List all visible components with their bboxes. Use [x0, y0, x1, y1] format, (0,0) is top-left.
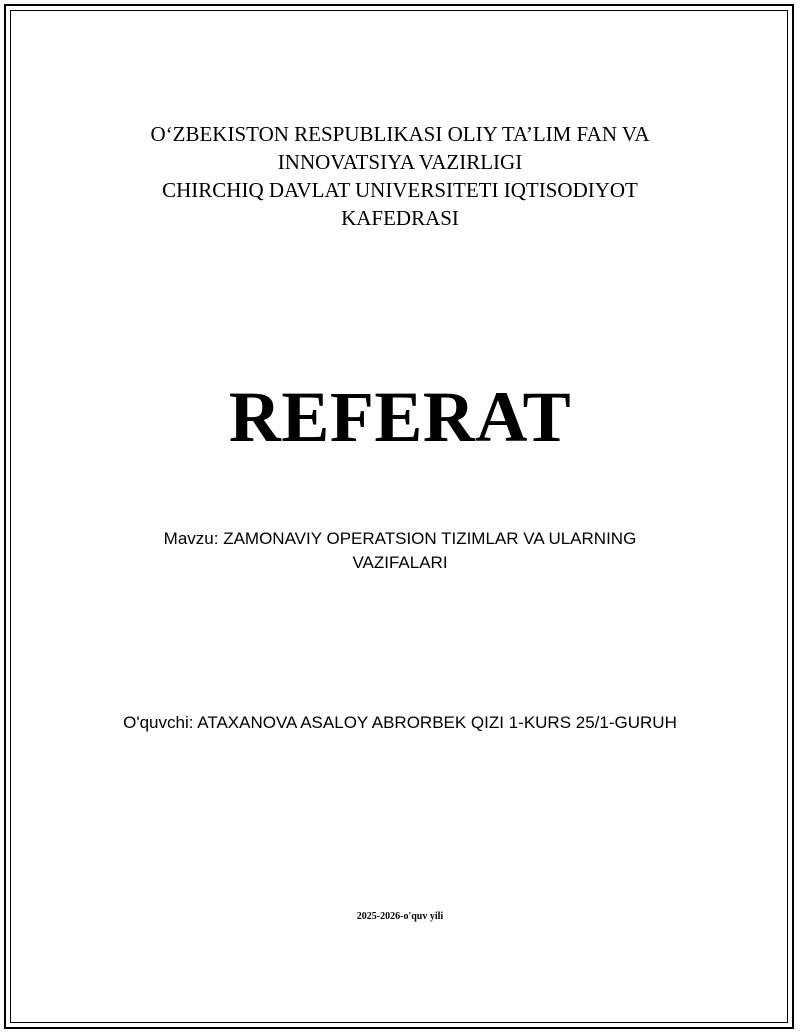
topic-text: Mavzu: ZAMONAVIY OPERATSION TIZIMLAR VA ULARNING VAZIFALARI [163, 529, 637, 572]
header-line: INNOVATSIYA VAZIRLIGI [277, 150, 523, 174]
academic-year: 2025-2026-o'quv yili [356, 911, 444, 922]
header-line: O‘ZBEKISTON RESPUBLIKASI OLIY TA’LIM FAN VA [150, 122, 650, 146]
student-info: O'quvchi: ATAXANOVA ASALOY ABRORBEK QIZI 1-KURS 25/1-GURUH [123, 713, 677, 732]
header-line: CHIRCHIQ DAVLAT UNIVERSITETI IQTISODIYOT [162, 178, 638, 202]
document-title: REFERAT [228, 377, 572, 457]
header-line: KAFEDRASI [341, 206, 459, 230]
institution-header [0, 120, 800, 232]
